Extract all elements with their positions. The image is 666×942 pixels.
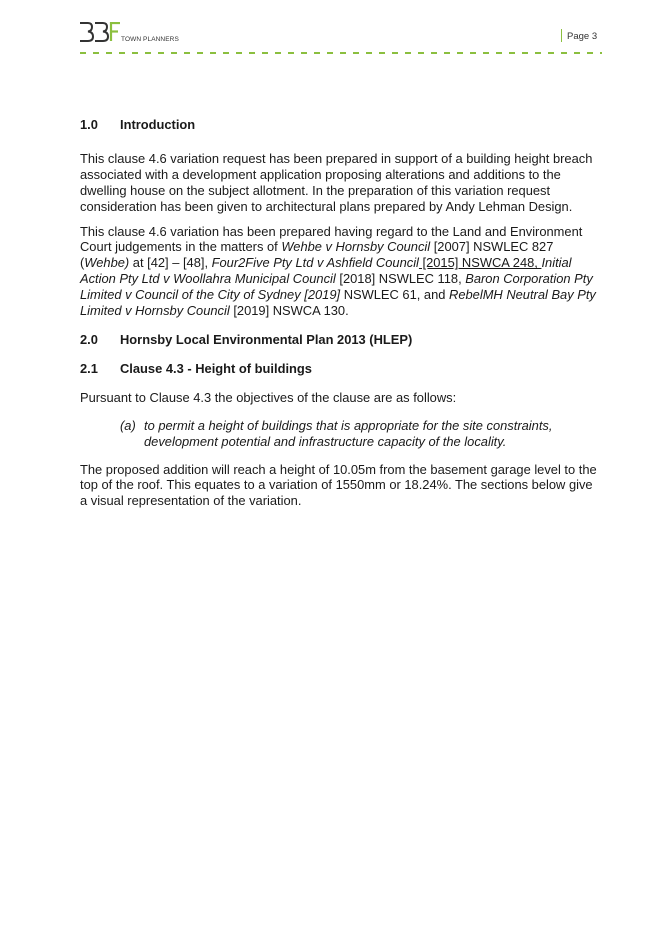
objective-label: (a) (120, 417, 136, 433)
text-run: This clause 4.6 variation has been prepared having regard to the Land and Environment Court judgements in the matters of (80, 223, 583, 255)
text-run: [2019] NSWCA 130. (229, 303, 349, 319)
intro-paragraph-2 (80, 224, 600, 319)
objective-item-a (120, 418, 600, 450)
b3f-logo (79, 22, 189, 46)
section-heading-introduction (80, 117, 600, 133)
case-name: Baron Corporation Pty Limited v Council of the City of Sydney [2019] (80, 271, 593, 303)
section-title: Hornsby Local Environmental Plan 2013 (HLEP) (120, 331, 413, 347)
case-name: RebelMH Neutral Bay Pty Limited v Hornsby Council (80, 287, 596, 319)
section-title: Clause 4.3 - Height of buildings (120, 360, 312, 376)
objective-text: to permit a height of buildings that is appropriate for the site constraints, development potential and infrastructure capacity of the locality. (144, 417, 553, 449)
logo-text: TOWN PLANNERS (121, 36, 179, 43)
section-heading-hlep (80, 332, 600, 348)
case-name: Wehbe v Hornsby Council (281, 239, 431, 255)
text-run: at [42] – [48], (129, 255, 212, 271)
underlined-citation: [2015] NSWCA 248, (418, 255, 542, 271)
page-number-label: Page 3 (567, 31, 598, 42)
section-title: Introduction (120, 117, 196, 132)
text-run: [2018] NSWLEC 118, (335, 271, 466, 287)
text-run: [2007] NSWLEC 827 ( (80, 239, 554, 271)
document-body (80, 117, 600, 509)
header-dashed-divider (80, 52, 602, 54)
b3f-logo-mark (79, 22, 121, 42)
clause-variation-paragraph: The proposed addition will reach a height of 10.05m from the basement garage level to the top of the roof. This equates to a variation of 1550mm or 18.24%. The sections below give a visual representation of the variation. (80, 461, 597, 509)
section-number: 1.0 (80, 117, 98, 132)
text-run: NSWLEC 61, and (340, 287, 450, 303)
page-number (561, 29, 597, 42)
intro-paragraph-1: This clause 4.6 variation request has been prepared in support of a building height breach associated with a development application proposing alterations and additions to the dwelling house on the subject allotment. In the preparation of this variation request consideration has been given to architectural plans prepared by Andy Lehman Design. (80, 150, 593, 214)
page-number-divider (561, 29, 562, 42)
case-name: Four2Five Pty Ltd v Ashfield Council (211, 255, 419, 271)
clause-intro-paragraph: Pursuant to Clause 4.3 the objectives of the clause are as follows: (80, 389, 457, 405)
section-number: 2.0 (80, 331, 98, 347)
section-number: 2.1 (80, 360, 98, 376)
page-header (0, 0, 666, 60)
section-heading-clause-4-3 (80, 361, 600, 377)
case-name: Initial Action Pty Ltd v Woollahra Municipal Council (80, 255, 572, 287)
case-name: Wehbe) (84, 255, 130, 271)
